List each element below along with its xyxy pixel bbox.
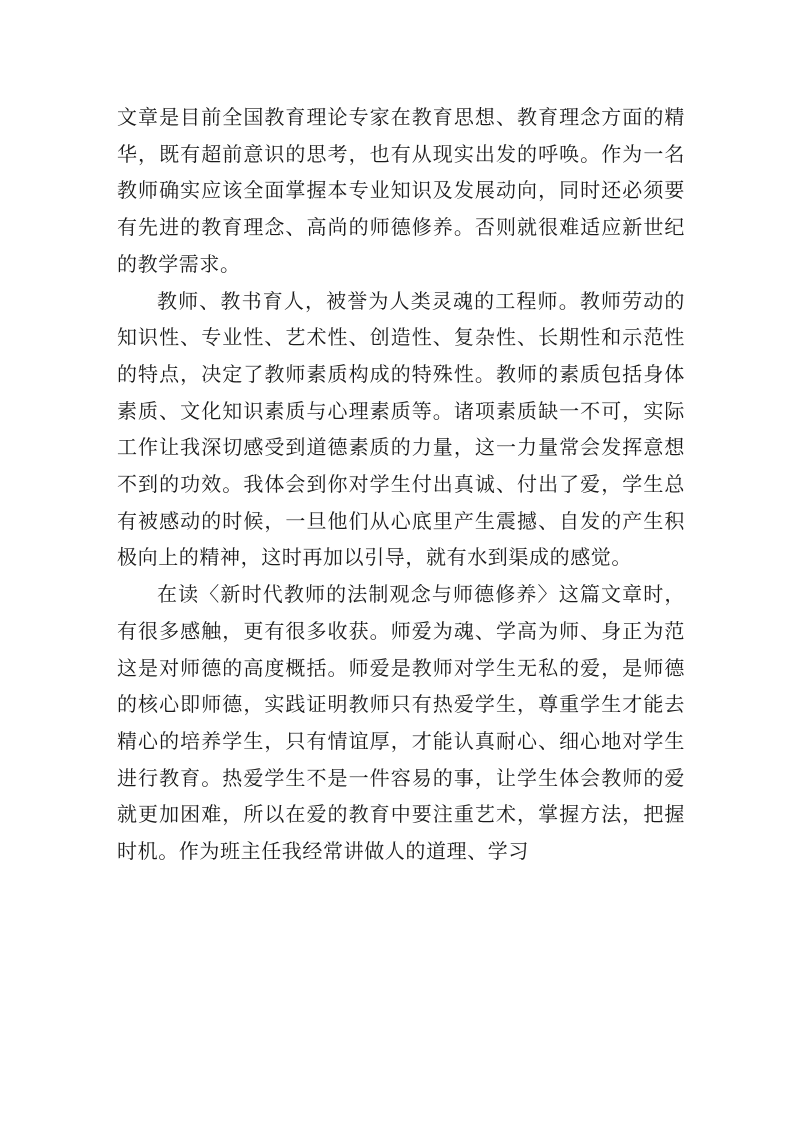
document-body: [117, 99, 685, 870]
paragraph-3: 在读〈新时代教师的法制观念与师德修养〉这篇文章时，有很多感触，更有很多收获。师爱为魂、学高为师、身正为范这是对师德的高度概括。师爱是教师对学生无私的爱，是师德的核心即师德，实践证明教师只有热爱学生，尊重学生才能去精心的培养学生，只有情谊厚，才能认真耐心、细心地对学生进行教育。热爱学生不是一件容易的事，让学生体会教师的爱就更加困难，所以在爱的教育中要注重艺术，掌握方法，把握时机。作为班主任我经常讲做人的道理、学习: [117, 582, 685, 864]
paragraph-2: 教师、教书育人，被誉为人类灵魂的工程师。教师劳动的知识性、专业性、艺术性、创造性、复杂性、长期性和示范性的特点，决定了教师素质构成的特殊性。教师的素质包括身体素质、文化知识素质与心理素质等。诸项素质缺一不可，实际工作让我深切感受到道德素质的力量，这一力量常会发挥意想不到的功效。我体会到你对学生付出真诚、付出了爱，学生总有被感动的时候，一旦他们从心底里产生震撼、自发的产生积极向上的精神，这时再加以引导，就有水到渠成的感觉。: [117, 288, 685, 570]
paragraph-1: 文章是目前全国教育理论专家在教育思想、教育理念方面的精华，既有超前意识的思考，也有从现实出发的呼唤。作为一名教师确实应该全面掌握本专业知识及发展动向，同时还必须要有先进的教育理念、高尚的师德修养。否则就很难适应新世纪的教学需求。: [117, 105, 685, 276]
